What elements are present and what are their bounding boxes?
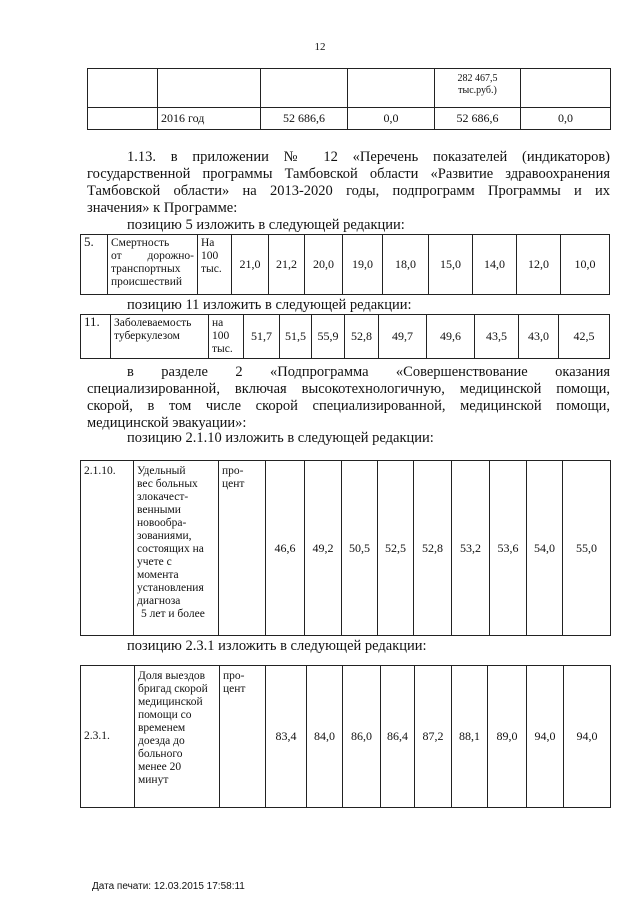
- top-table-value: 52 686,6: [435, 108, 521, 130]
- pos231-value: 94,0: [564, 666, 611, 808]
- top-table: [87, 68, 611, 130]
- pos11-value: 51,7: [244, 315, 280, 359]
- section-paragraph: [87, 364, 610, 432]
- pos231-name: Доля выездов бригад скорой медицинской помощи со временем доезда до больного менее 20 минут: [135, 666, 220, 808]
- pos231-value: 84,0: [307, 666, 343, 808]
- pos2110-number: 2.1.10.: [81, 461, 134, 636]
- pos231-table: [80, 665, 611, 808]
- section-line: скорой, в том числе скорой специализированной, медицинской помощи,: [87, 398, 610, 414]
- top-table-value: 0,0: [521, 108, 611, 130]
- pos231-value: 86,0: [343, 666, 381, 808]
- pos11-number: 11.: [81, 315, 111, 359]
- top-table-value: 52 686,6: [261, 108, 348, 130]
- print-date-footer: Дата печати: 12.03.2015 17:58:11: [92, 881, 245, 892]
- pos11-value: 51,5: [280, 315, 312, 359]
- intro-line: государственной программы Тамбовской области «Развитие здравоохранения: [87, 166, 610, 182]
- pos11-value: 52,8: [345, 315, 379, 359]
- top-table-cell-note: 282 467,5 тыс.руб.): [435, 69, 521, 108]
- section-line: медицинской эвакуации»:: [87, 415, 247, 431]
- pos2110-value: 55,0: [563, 461, 611, 636]
- pos11-name: Заболеваемость туберкулезом: [111, 315, 209, 359]
- pos2110-heading: позицию 2.1.10 изложить в следующей редакции:: [127, 430, 434, 446]
- top-table-year: 2016 год: [158, 108, 261, 130]
- pos2110-name: Удельный вес больных злокачест- венными новообра- зованиями, состоящих на учете с момента установления диагноза 5 лет и более: [134, 461, 219, 636]
- pos5-heading: позицию 5 изложить в следующей редакции:: [127, 217, 405, 233]
- pos2110-unit: про- цент: [219, 461, 266, 636]
- pos5-table: [80, 234, 610, 295]
- pos11-value: 49,6: [427, 315, 475, 359]
- pos2110-value: 52,5: [378, 461, 414, 636]
- pos231-value: 89,0: [488, 666, 527, 808]
- pos231-unit: про- цент: [220, 666, 266, 808]
- intro-line: значения» к Программе:: [87, 200, 238, 216]
- pos231-value: 94,0: [527, 666, 564, 808]
- pos5-value: 10,0: [561, 235, 610, 295]
- pos5-value: 20,0: [305, 235, 343, 295]
- pos2110-value: 54,0: [527, 461, 563, 636]
- pos11-table: [80, 314, 610, 359]
- pos5-value: 15,0: [429, 235, 473, 295]
- pos11-unit: на 100 тыс.: [209, 315, 244, 359]
- pos5-value: 12,0: [517, 235, 561, 295]
- pos2110-value: 53,6: [490, 461, 527, 636]
- pos5-value: 21,2: [269, 235, 305, 295]
- pos231-number: 2.3.1.: [81, 666, 135, 808]
- intro-paragraph: [87, 149, 610, 217]
- pos2110-value: 50,5: [342, 461, 378, 636]
- pos11-value: 42,5: [559, 315, 610, 359]
- section-line: специализированной, включая высокотехнологичную, медицинской помощи,: [87, 381, 610, 397]
- pos5-unit: На 100 тыс.: [198, 235, 232, 295]
- page-number: 12: [314, 41, 326, 53]
- intro-line: 1.13. в приложении № 12 «Перечень показателей (индикаторов): [127, 149, 610, 165]
- pos5-value: 21,0: [232, 235, 269, 295]
- section-line: в разделе 2 «Подпрограмма «Совершенствование оказания: [127, 364, 610, 380]
- top-table-value: 0,0: [348, 108, 435, 130]
- pos11-value: 49,7: [379, 315, 427, 359]
- pos5-number: 5.: [81, 235, 108, 295]
- intro-line: Тамбовской области» на 2013-2020 годы, подпрограмм Программы и их: [87, 183, 610, 199]
- pos5-name: Смертность от дорожно- транспортных происшествий: [108, 235, 198, 295]
- pos5-value: 19,0: [343, 235, 383, 295]
- pos2110-value: 53,2: [452, 461, 490, 636]
- pos2110-value: 49,2: [305, 461, 342, 636]
- pos11-value: 43,0: [519, 315, 559, 359]
- pos5-value: 14,0: [473, 235, 517, 295]
- pos231-value: 88,1: [452, 666, 488, 808]
- pos231-value: 86,4: [381, 666, 415, 808]
- pos231-value: 83,4: [266, 666, 307, 808]
- pos231-heading: позицию 2.3.1 изложить в следующей редакции:: [127, 638, 427, 654]
- pos2110-table: [80, 460, 611, 636]
- pos11-value: 55,9: [312, 315, 345, 359]
- pos11-value: 43,5: [475, 315, 519, 359]
- pos2110-value: 52,8: [414, 461, 452, 636]
- pos231-value: 87,2: [415, 666, 452, 808]
- pos5-value: 18,0: [383, 235, 429, 295]
- pos11-heading: позицию 11 изложить в следующей редакции:: [127, 297, 412, 313]
- pos2110-value: 46,6: [266, 461, 305, 636]
